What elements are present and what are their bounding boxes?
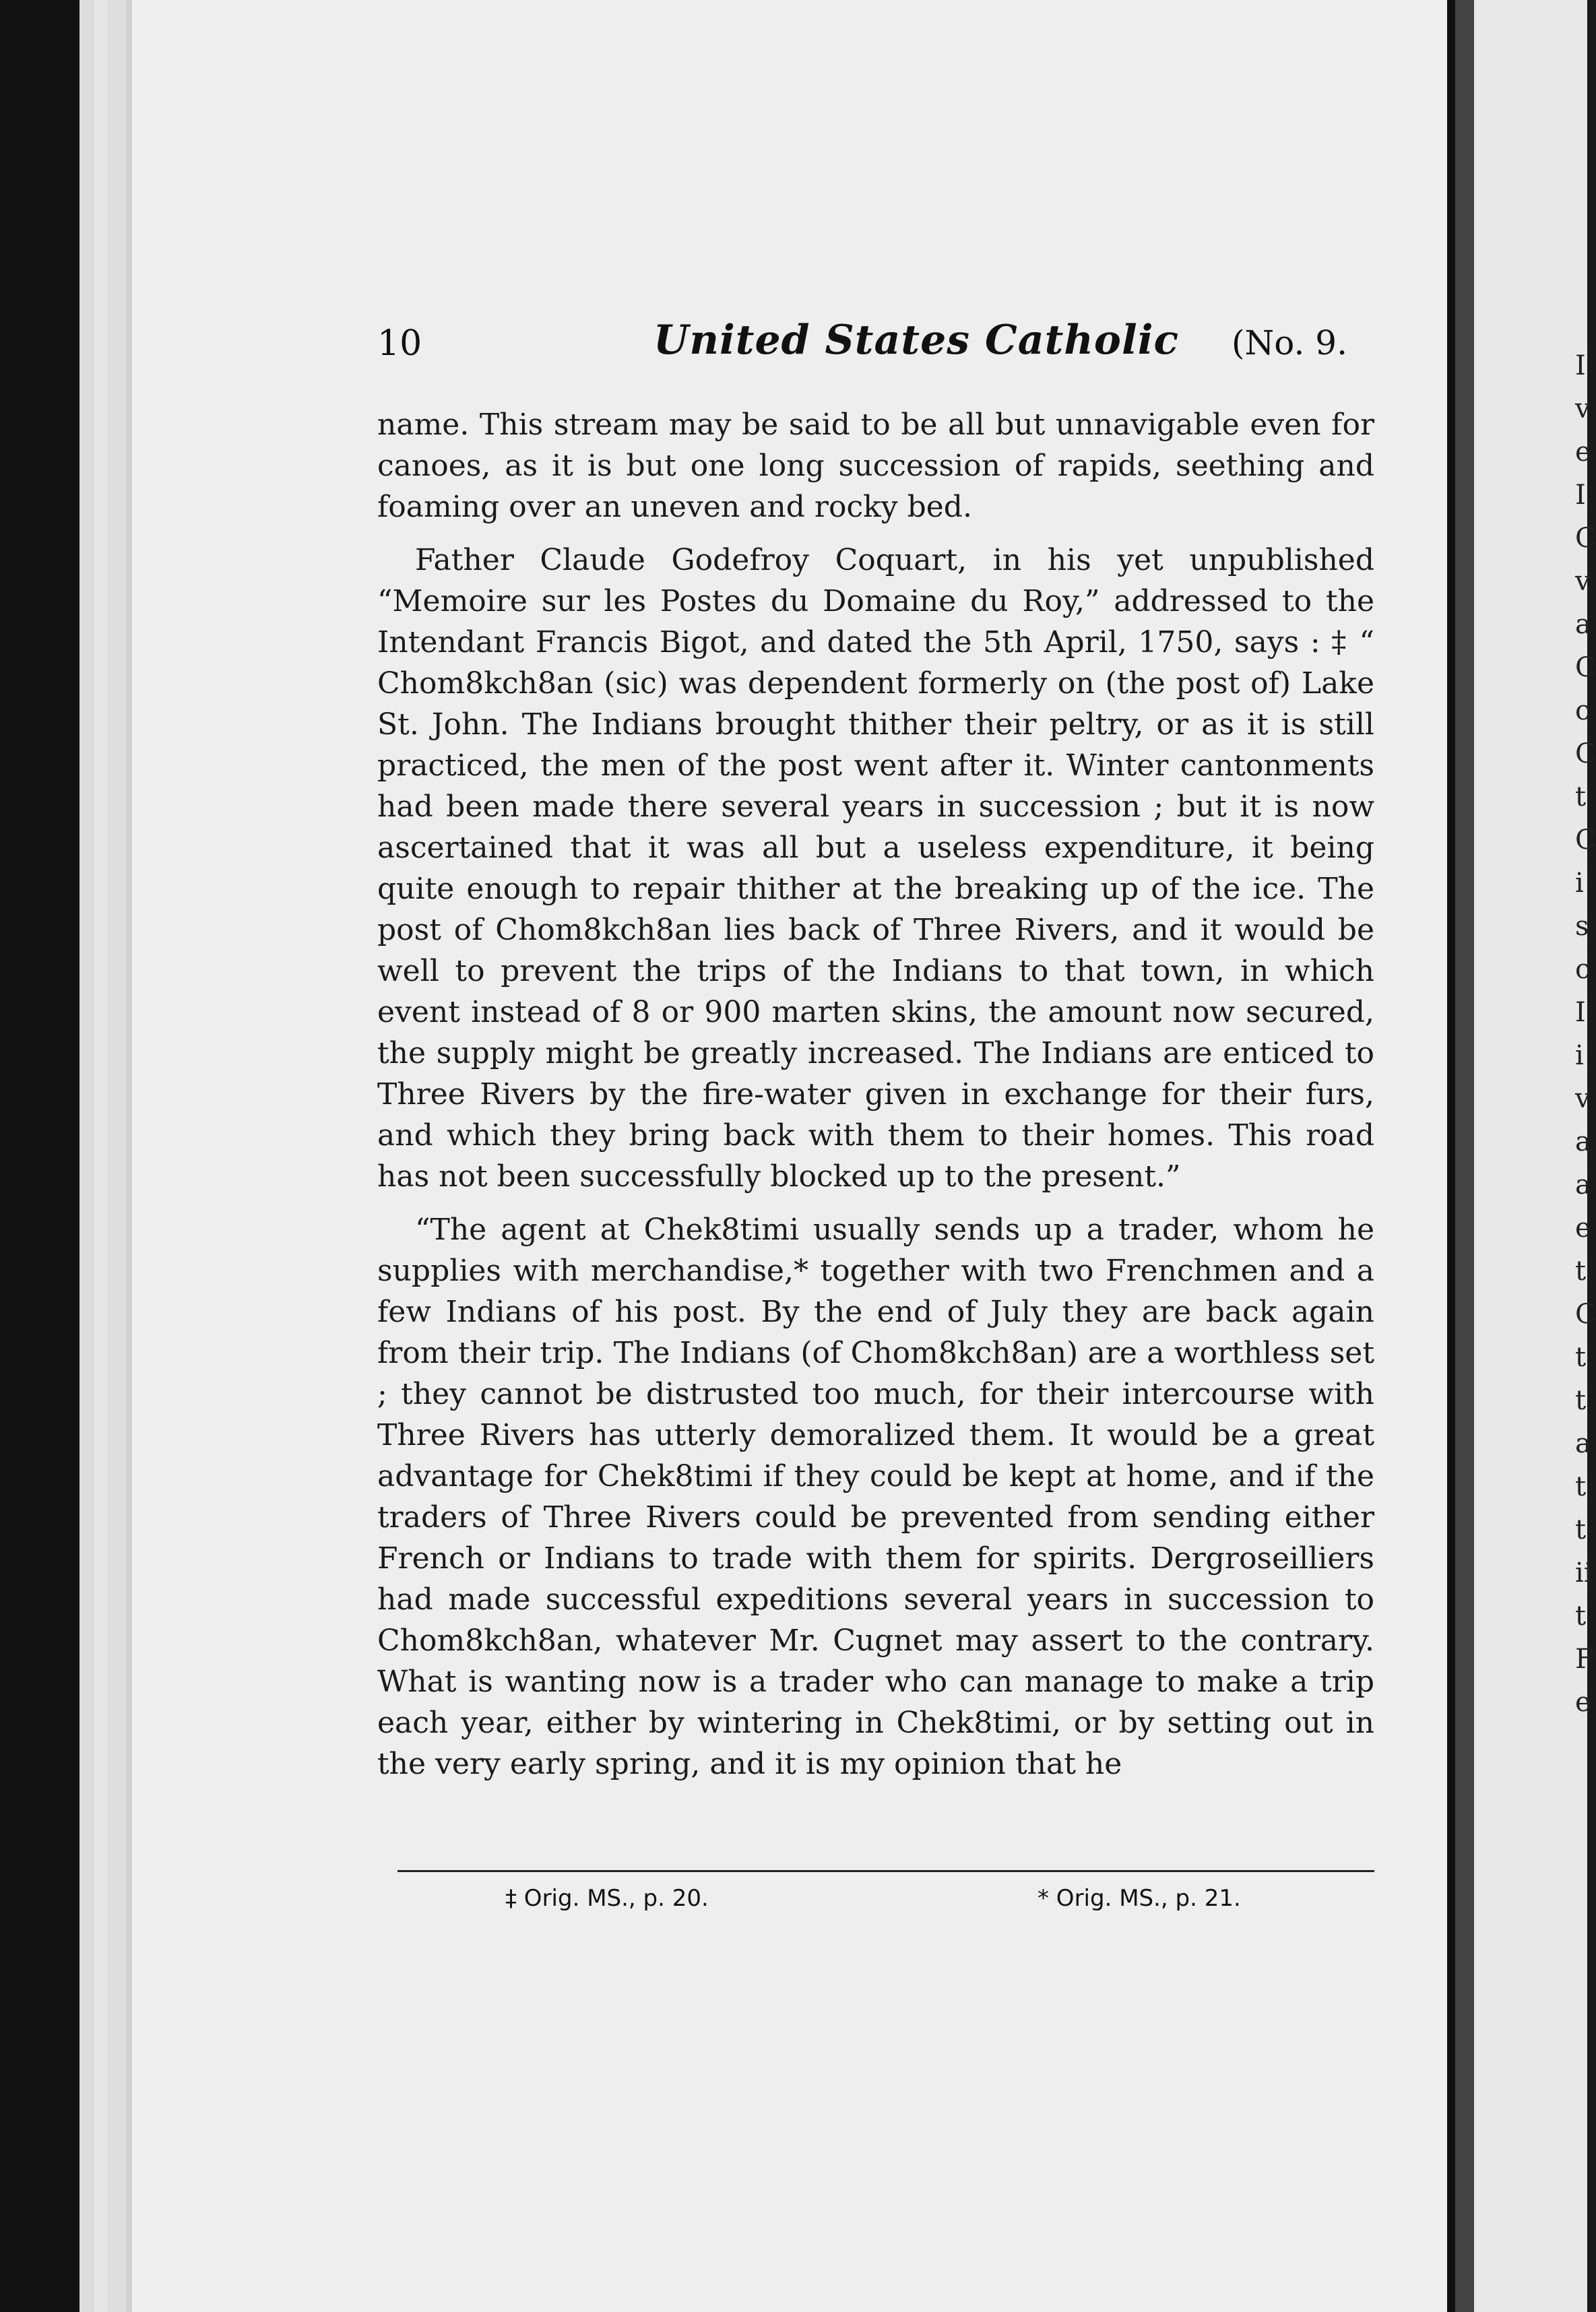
paragraph: Father Claude Godefroy Coquart, in his yet unpublished “Memoire sur les Postes du Domaine du Roy,” addressed to the Intendant Francis Bigot, and dated the 5th April, 1750, says : ‡ “ Chom8kch8an (sic) was dependent formerly on (the post of) Lake St. John. The Indians brought thither their peltry, or as it is still practiced, the men of the post went after it. Winter cantonments had been made there several years in succession ; but it is now ascertained that it was all but a useless expenditure, it being quite enough to repair thither at the breaking up of the ice. The post of Chom8kch8an lies back of Three Rivers, and it would be well to prevent the trips of the Indians to that town, in which event instead of 8 or 900 marten skins, the amount now secured, the supply might be greatly increased. The Indians are enticed to Three Rivers by the fire-water given in exchange for their furs, and which they bring back with them to their homes. This road has not been successfully blocked up to the present.” [377, 543, 1374, 1194]
adjacent-page-letter: t [1575, 1471, 1587, 1502]
adjacent-page-letter: c [1575, 695, 1591, 726]
adjacent-page-letter: I [1575, 997, 1586, 1028]
adjacent-page-letter: C [1575, 652, 1596, 683]
adjacent-page-letter: I [1575, 350, 1586, 381]
adjacent-page-letter: a [1575, 1428, 1591, 1459]
adjacent-page-letter: a [1575, 1169, 1591, 1200]
paragraph: name. This stream may be said to be all but unnavigable even for canoes, as it is but one long succession of rapids, seething and foaming over an uneven and rocky bed. [377, 408, 1374, 524]
body-text [377, 404, 1374, 1785]
adjacent-page-letter: F [1575, 1644, 1594, 1675]
adjacent-page-letter: C [1575, 523, 1596, 554]
adjacent-page-letter: v [1575, 566, 1591, 597]
adjacent-page-letter: a [1575, 1126, 1591, 1157]
footnote-asterisk: * Orig. MS., p. 21. [1038, 1885, 1241, 1912]
adjacent-page-letter: C [1575, 738, 1596, 769]
adjacent-page-letter: ii [1575, 1558, 1593, 1588]
adjacent-page-letter: e [1575, 1213, 1591, 1244]
adjacent-page-letter: t [1575, 781, 1587, 812]
binding-shadow [1455, 0, 1474, 2312]
adjacent-page-letter: C [1575, 1299, 1596, 1330]
journal-title: United States Catholic [653, 317, 1180, 364]
issue-number: (No. 9. [1232, 323, 1347, 362]
adjacent-page-letter: t [1575, 1601, 1587, 1632]
paragraph: “The agent at Chek8timi usually sends up a trader, whom he supplies with merchandise,* together with two Frenchmen and a few Indians of his post. By the end of July they are back again from their trip. The Indians (of Chom8kch8an) are a worthless set ; they cannot be distrusted too much, for their intercourse with Three Rivers has utterly demoralized them. It would be a great advantage for Chek8timi if they could be kept at home, and if the traders of Three Rivers could be prevented from sending either French or Indians to trade with them for spirits. Dergroseilliers had made successful expeditions several years in succession to Chom8kch8an, whatever Mr. Cugnet may assert to the contrary. What is wanting now is a trader who can manage to make a trip each year, either by wintering in Chek8timi, or by setting out in the very early spring, and it is my opinion that he [377, 1213, 1374, 1781]
adjacent-page-letter: c [1575, 954, 1591, 985]
adjacent-page-edge [1474, 0, 1596, 2312]
adjacent-page-letter: a [1575, 609, 1591, 640]
footnote-double-dagger: ‡ Orig. MS., p. 20. [505, 1885, 709, 1912]
adjacent-page-letter: t [1575, 1342, 1587, 1373]
adjacent-page-letter: i [1575, 868, 1584, 899]
adjacent-page-letter: i [1575, 1040, 1584, 1071]
adjacent-page-letter: e [1575, 1687, 1591, 1718]
adjacent-page-letter: t [1575, 1385, 1587, 1416]
adjacent-page-letter: e [1575, 437, 1591, 468]
page-number: 10 [377, 323, 422, 364]
running-head [377, 317, 1374, 371]
adjacent-page-letter: t [1575, 1514, 1587, 1545]
adjacent-page-letter: v [1575, 393, 1591, 424]
adjacent-page-letter: v [1575, 1083, 1591, 1114]
adjacent-page-letter: s [1575, 911, 1589, 942]
adjacent-page-letter: C [1575, 825, 1596, 856]
adjacent-page-letter: t [1575, 1256, 1587, 1287]
footnote-divider [397, 1870, 1374, 1872]
adjacent-page-letter: I [1575, 480, 1586, 511]
